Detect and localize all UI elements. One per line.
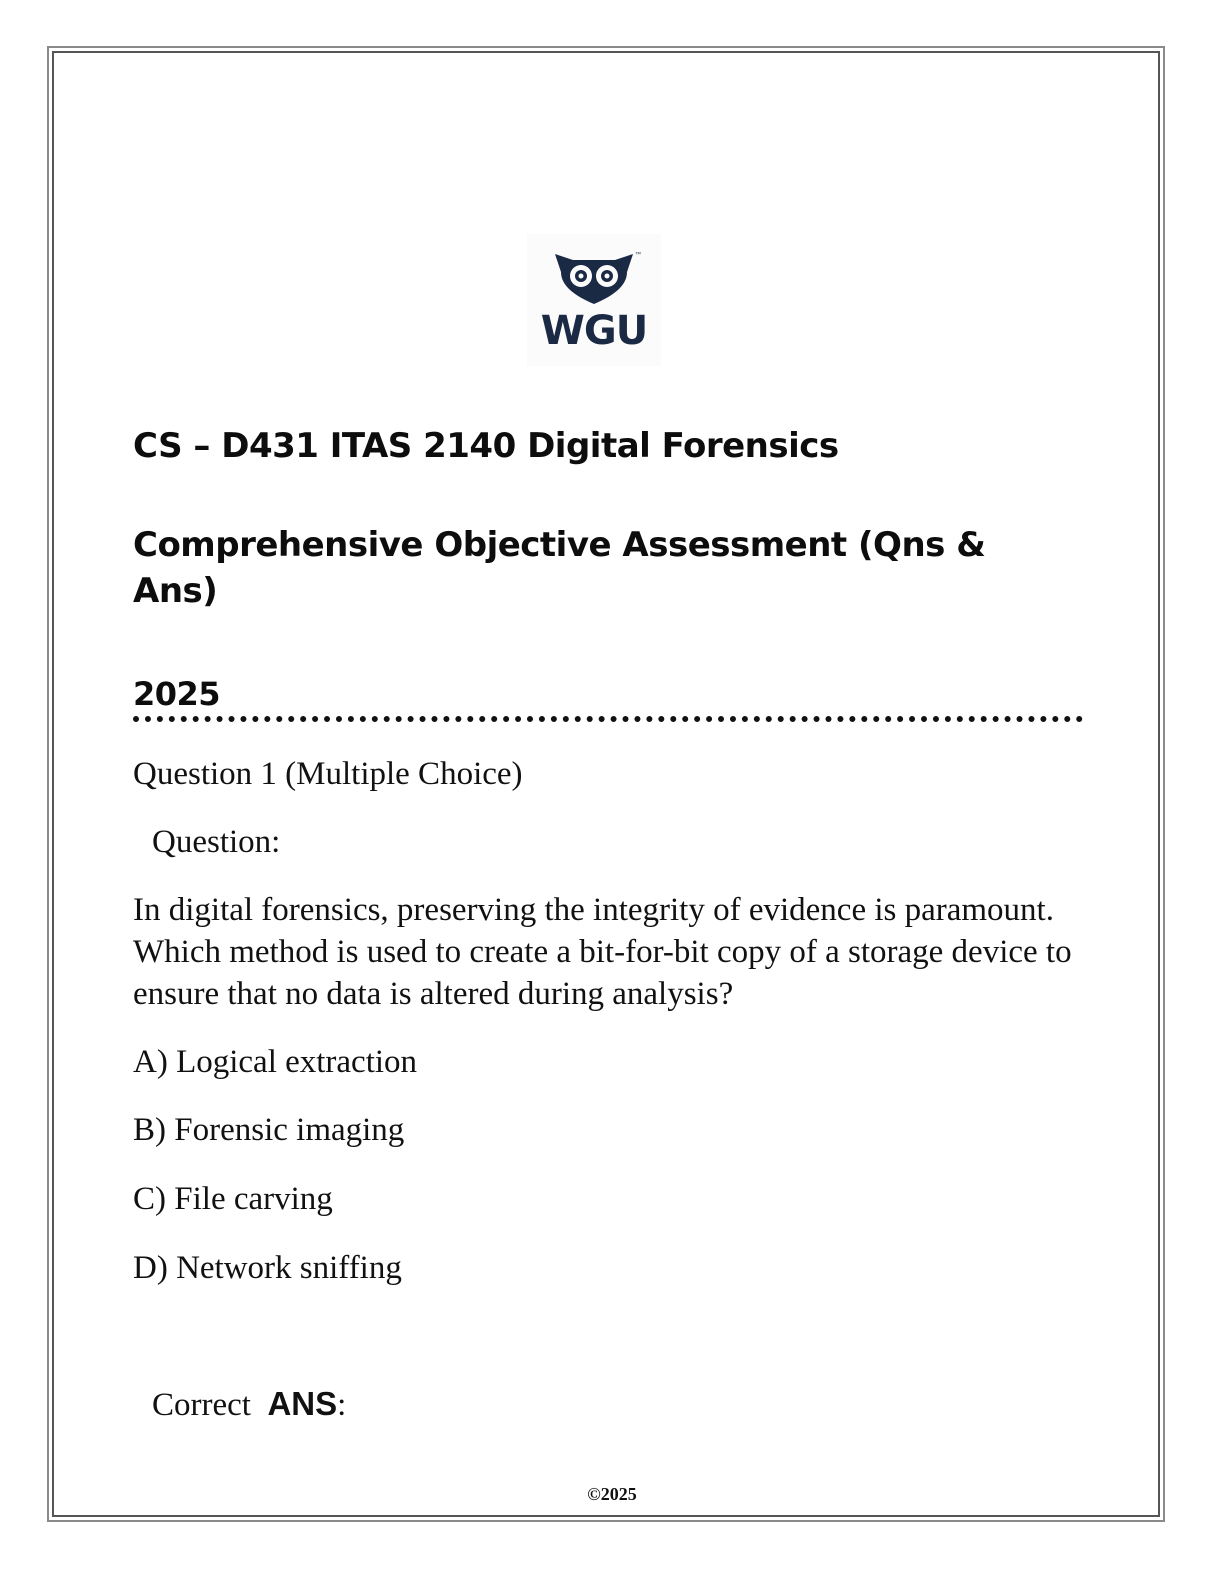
option-c: C) File carving (133, 1181, 333, 1217)
svg-text:™: ™ (635, 252, 641, 258)
answer-prefix: Correct (152, 1387, 251, 1423)
assessment-subtitle: Comprehensive Objective Assessment (Qns & Ans) (133, 525, 986, 611)
question-label: Question: (152, 824, 281, 860)
section-divider (133, 716, 1083, 722)
logo-wordmark: WGU (540, 308, 648, 354)
correct-answer-line (152, 1383, 346, 1426)
answer-suffix: : (337, 1387, 347, 1423)
copyright-footer: ©2025 (587, 1484, 637, 1504)
wgu-logo (527, 234, 661, 366)
option-b: B) Forensic imaging (133, 1112, 405, 1148)
option-d: D) Network sniffing (133, 1250, 402, 1286)
year-heading: 2025 (133, 675, 221, 713)
course-title: CS – D431 ITAS 2140 Digital Forensics (133, 426, 839, 466)
owl-icon (527, 234, 661, 366)
option-a: A) Logical extraction (133, 1044, 418, 1080)
question-prompt: In digital forensics, preserving the integrity of evidence is paramount. Which method is used to create a bit-for-bit copy of a storage device to ensure that no data is altered during analysis? (133, 892, 1072, 1012)
question-type-label: Question 1 (Multiple Choice) (133, 756, 523, 792)
answer-label: ANS (267, 1385, 338, 1422)
